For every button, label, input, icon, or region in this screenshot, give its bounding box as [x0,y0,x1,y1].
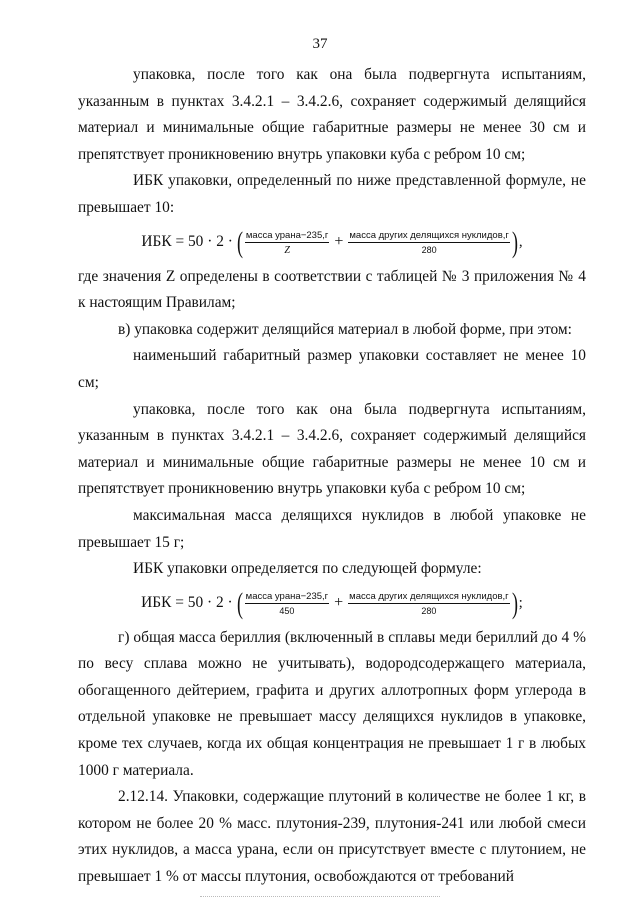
close-paren: ) [511,225,518,259]
formula-trailing-punct: , [518,234,523,251]
fraction-numerator: масса других делящихся нуклидов,г [349,229,509,241]
plus-sign: + [334,594,344,612]
fraction-uranium [245,591,329,617]
close-paren: ) [511,586,518,620]
fraction-numerator: масса урана−235,г [245,590,329,602]
paragraph-z-values: где значения Z определены в соответствии с таблицей № 3 приложения № 4 к настоящим Правилам; [78,267,586,312]
fraction-numerator: масса других делящихся нуклидов,г [349,590,509,602]
paragraph-min-size: наименьший габаритный размер упаковки составляет не менее 10 см; [78,347,586,391]
fraction-other-nuclides [348,230,509,256]
formula-ibk-1 [78,224,586,262]
fraction-denominator: 280 [421,605,437,616]
footer-divider [200,896,440,898]
page-number: 37 [312,36,328,52]
fraction-denominator: Z [284,244,290,256]
plus-sign: + [334,233,344,251]
paragraph-ibk-intro: ИБК упаковки, определенный по ниже представленной формуле, не превышает 10: [78,172,586,216]
fraction-numerator: масса урана−235,г [245,229,329,241]
paragraph-packaging-tests-10cm: упаковка, после того как она была подвергнута испытаниям, указанным в пунктах 3.4.2.1 – 3.4.2.6, сохраняет содержимый делящийся материал и минимальные общие габаритные размеры не менее 10 см и препятствует проникновению внутрь упаковки куба с ребром 10 см; [78,400,586,498]
paragraph-ibk-formula-intro: ИБК упаковки определяется по следующей формуле: [133,560,482,578]
open-paren: ( [236,225,243,259]
fraction-uranium [245,230,329,256]
paragraph-2-12-14: 2.12.14. Упаковки, содержащие плутоний в количестве не более 1 кг, в котором не более 20 % масс. плутония-239, плутония-241 или любой смеси этих нуклидов, а масса урана, если он присутствует вместе с плутонием, не превышает 1 % от массы плутония, освобождаются от требований [78,788,586,886]
fraction-denominator: 280 [421,244,437,255]
formula-trailing-punct: ; [518,595,523,612]
formula-lhs: ИБК = 50 · 2 · [141,594,233,612]
fraction-other-nuclides [348,591,509,617]
document-body [78,62,586,891]
paragraph-packaging-tests-30cm: упаковка, после того как она была подвергнута испытаниям, указанным в пунктах 3.4.2.1 – 3.4.2.6, сохраняет содержимый делящийся материал и минимальные общие габаритные размеры не менее 30 см и препятствует проникновению внутрь упаковки куба с ребром 10 см; [78,66,586,163]
paragraph-item-v: в) упаковка содержит делящийся материал в любой форме, при этом: [118,320,572,338]
formula-ibk-2 [78,585,586,623]
paragraph-item-g: г) общая масса бериллия (включенный в сплавы меди бериллий до 4 % по весу сплава можно не учитывать), водородсодержащего материала, обогащенного дейтерием, графита и других аллотропных форм углерода в отдельной упаковке не превышает массу делящихся нуклидов в упаковке, кроме тех случаев, когда их общая концентрация не превышает 1 г в любых 1000 г материала. [78,628,586,779]
open-paren: ( [236,586,243,620]
fraction-denominator: 450 [279,605,295,616]
formula-lhs: ИБК = 50 · 2 · [141,233,233,251]
paragraph-max-mass: максимальная масса делящихся нуклидов в любой упаковке не превышает 15 г; [78,506,586,551]
